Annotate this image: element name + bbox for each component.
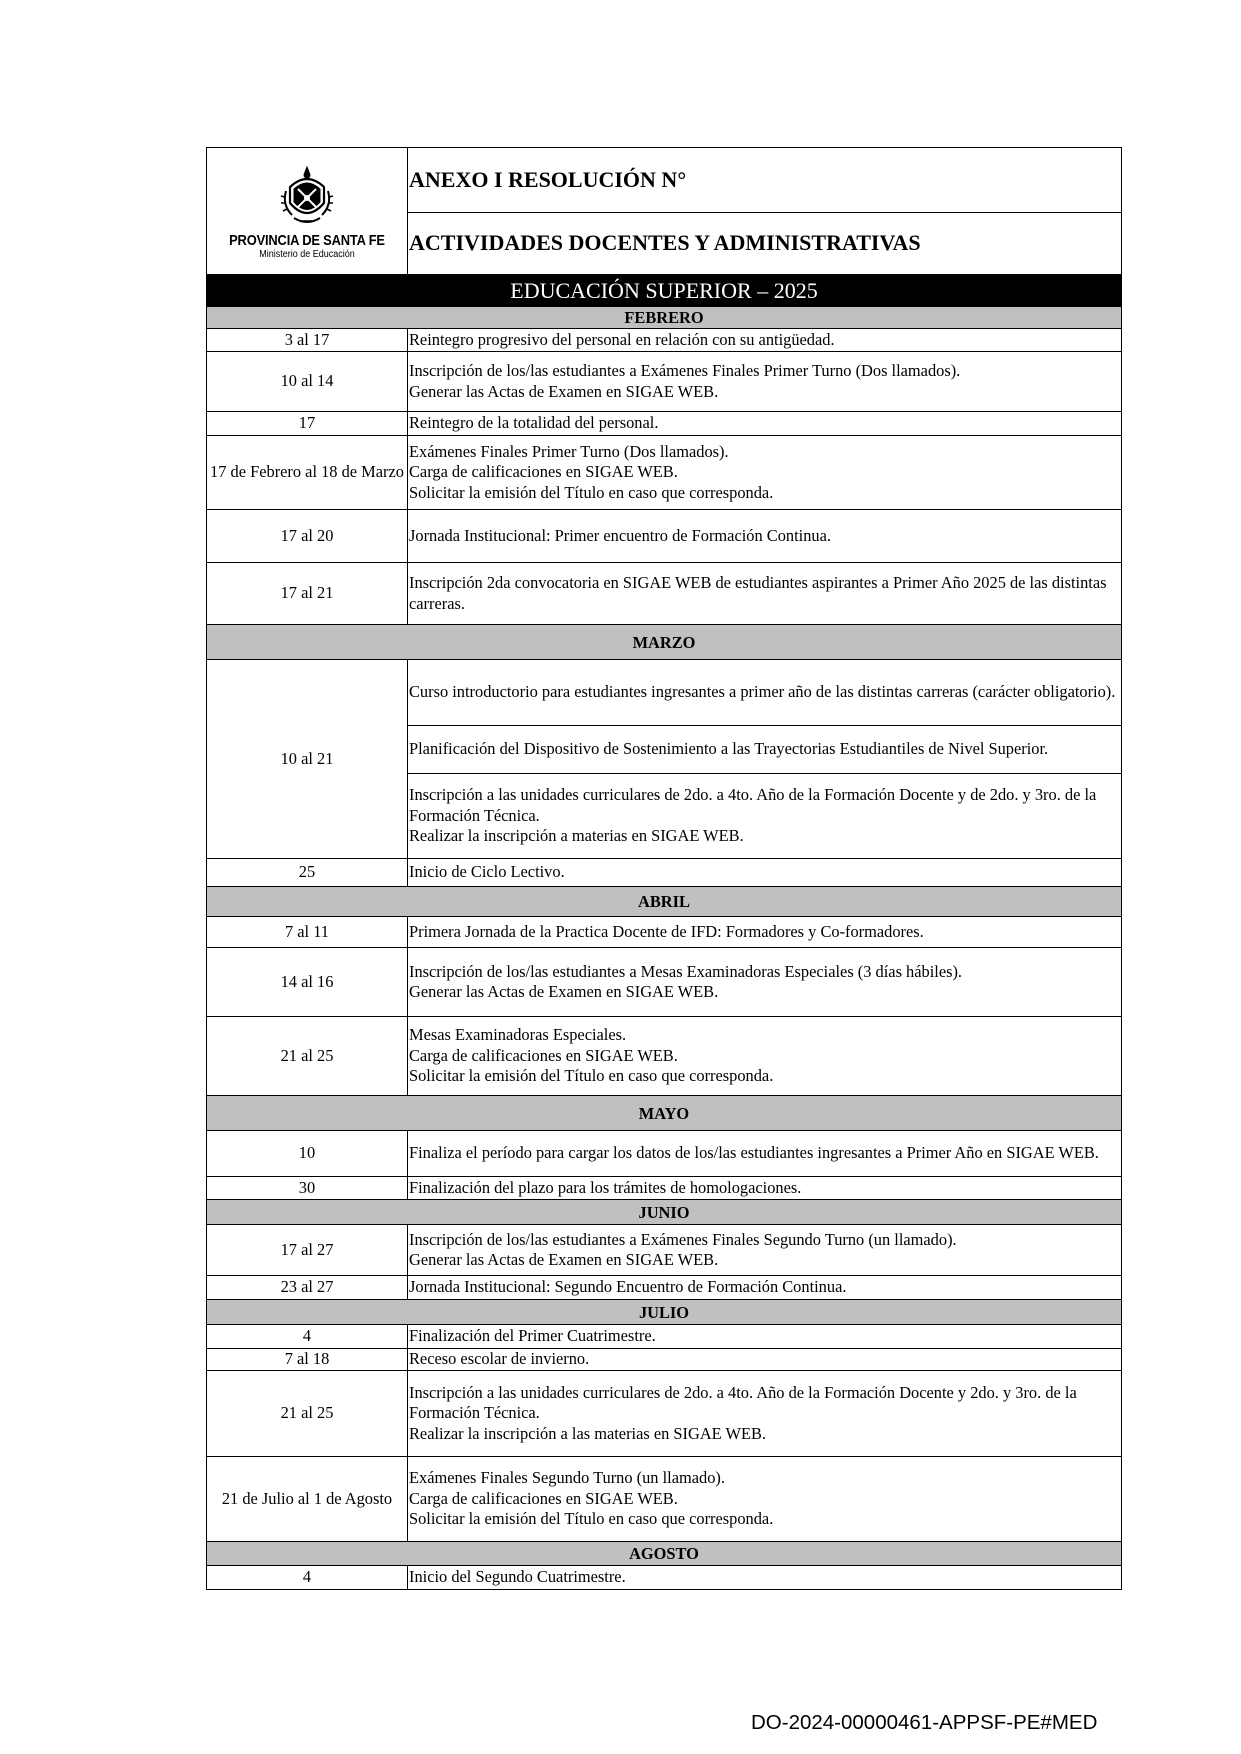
- date-cell: 4: [207, 1325, 408, 1349]
- month-header-row: [207, 1300, 1122, 1325]
- activity-cell: [408, 329, 1122, 352]
- activity-cell: [408, 412, 1122, 436]
- date-cell: 14 al 16: [207, 948, 408, 1017]
- activity-cell: [408, 563, 1122, 625]
- activity-line: Carga de calificaciones en SIGAE WEB.: [409, 462, 678, 482]
- month-name: ABRIL: [207, 887, 1122, 917]
- logo-cell: [207, 148, 408, 275]
- month-name: JULIO: [207, 1300, 1122, 1325]
- activity-cell: [408, 1566, 1122, 1590]
- table-row: [207, 1225, 1122, 1276]
- activity-cell: [408, 726, 1122, 774]
- activity-line: Receso escolar de invierno.: [409, 1349, 590, 1369]
- date-cell: 17 de Febrero al 18 de Marzo: [207, 436, 408, 510]
- page-title: EDUCACIÓN SUPERIOR – 2025: [207, 275, 1122, 307]
- table-row: [207, 1325, 1122, 1349]
- activity-line: Generar las Actas de Examen en SIGAE WEB.: [409, 982, 719, 1001]
- activity-line: Planificación del Dispositivo de Sostenimiento a las Trayectorias Estudiantiles de Nivel Superior.: [409, 739, 1049, 759]
- activity-line: Inicio del Segundo Cuatrimestre.: [409, 1567, 626, 1587]
- activity-line: Exámenes Finales Segundo Turno (un llamado).: [409, 1468, 725, 1488]
- table-row: [207, 563, 1122, 625]
- activity-line: Reintegro progresivo del personal en relación con su antigüedad.: [409, 329, 835, 349]
- activity-cell: [408, 352, 1122, 412]
- annex-title: ANEXO I RESOLUCIÓN N°: [408, 148, 1122, 213]
- activity-cell: [408, 948, 1122, 1017]
- table-row: [207, 1131, 1122, 1177]
- table-row: [207, 1457, 1122, 1542]
- activity-line: Mesas Examinadoras Especiales.: [409, 1025, 627, 1045]
- activity-line: Carga de calificaciones en SIGAE WEB.: [409, 1045, 678, 1065]
- month-name: MAYO: [207, 1096, 1122, 1131]
- activity-line: Solicitar la emisión del Título en caso que corresponda.: [409, 1509, 774, 1529]
- activity-cell: [408, 1131, 1122, 1177]
- activity-cell: [408, 1225, 1122, 1276]
- month-header-row: [207, 1542, 1122, 1566]
- activity-cell: [408, 774, 1122, 859]
- activities-title: ACTIVIDADES DOCENTES Y ADMINISTRATIVAS: [408, 213, 1122, 275]
- activity-line: Inscripción a las unidades curriculares de 2do. a 4to. Año de la Formación Docente y 2do. y 3ro. de la Formación Técnica.: [409, 1382, 1077, 1423]
- date-cell: 3 al 17: [207, 329, 408, 352]
- table-row: [207, 1017, 1122, 1096]
- table-row: [207, 329, 1122, 352]
- activity-line: Realizar la inscripción a materias en SIGAE WEB.: [409, 826, 744, 846]
- activity-cell: [408, 1371, 1122, 1457]
- month-name: MARZO: [207, 625, 1122, 660]
- activity-line: Inscripción a las unidades curriculares de 2do. a 4to. Año de la Formación Docente y de 2do. y 3ro. de la Formación Técnica.: [409, 785, 1097, 825]
- table-row: [207, 660, 1122, 726]
- activity-line: Finalización del plazo para los trámites de homologaciones.: [409, 1177, 802, 1197]
- activity-cell: [408, 510, 1122, 563]
- activity-cell: [408, 1177, 1122, 1200]
- table-row: [207, 1349, 1122, 1371]
- table-row: [207, 1371, 1122, 1457]
- calendar-table: [206, 147, 1122, 1590]
- month-name: FEBRERO: [207, 307, 1122, 329]
- date-cell: 21 de Julio al 1 de Agosto: [207, 1457, 408, 1542]
- santa-fe-coat-of-arms-icon: [280, 163, 334, 229]
- activity-line: Curso introductorio para estudiantes ingresantes a primer año de las distintas carreras (carácter obligatorio).: [409, 682, 1116, 702]
- month-header-row: [207, 887, 1122, 917]
- activity-line: Finalización del Primer Cuatrimestre.: [409, 1326, 656, 1346]
- document-id: DO-2024-00000461-APPSF-PE#MED: [751, 1711, 1098, 1734]
- activity-line: Inicio de Ciclo Lectivo.: [409, 862, 565, 882]
- activity-cell: [408, 859, 1122, 887]
- activity-line: Solicitar la emisión del Título en caso que corresponda.: [409, 482, 774, 502]
- activity-line: Jornada Institucional: Primer encuentro de Formación Continua.: [409, 525, 831, 545]
- activity-line: Carga de calificaciones en SIGAE WEB.: [409, 1488, 678, 1508]
- date-cell: 10 al 14: [207, 352, 408, 412]
- table-row: [207, 1276, 1122, 1300]
- date-cell: 17 al 20: [207, 510, 408, 563]
- ministry-name: Ministerio de Educación: [259, 248, 355, 260]
- date-cell: 17: [207, 412, 408, 436]
- activity-line: Finaliza el período para cargar los datos de los/las estudiantes ingresantes a Primer Año en SIGAE WEB.: [409, 1143, 1099, 1163]
- activity-line: Reintegro de la totalidad del personal.: [409, 413, 659, 433]
- table-row: [207, 859, 1122, 887]
- date-cell: 23 al 27: [207, 1276, 408, 1300]
- activity-line: Generar las Actas de Examen en SIGAE WEB.: [409, 1250, 719, 1269]
- table-row: [207, 1566, 1122, 1590]
- date-cell: 25: [207, 859, 408, 887]
- table-row: [207, 436, 1122, 510]
- date-cell: 30: [207, 1177, 408, 1200]
- month-header-row: [207, 1200, 1122, 1225]
- activity-cell: [408, 436, 1122, 510]
- activity-line: Exámenes Finales Primer Turno (Dos llamados).: [409, 441, 729, 461]
- activity-line: Inscripción 2da convocatoria en SIGAE WEB de estudiantes aspirantes a Primer Año 2025 de las distintas carreras.: [409, 573, 1107, 613]
- table-row: [207, 948, 1122, 1017]
- date-cell: 10 al 21: [207, 660, 408, 859]
- date-cell: 10: [207, 1131, 408, 1177]
- month-name: AGOSTO: [207, 1542, 1122, 1566]
- month-header-row: [207, 625, 1122, 660]
- activity-line: Generar las Actas de Examen en SIGAE WEB.: [409, 381, 719, 401]
- activity-cell: [408, 1349, 1122, 1371]
- activity-cell: [408, 1276, 1122, 1300]
- date-cell: 21 al 25: [207, 1371, 408, 1457]
- activity-line: Realizar la inscripción a las materias en SIGAE WEB.: [409, 1423, 766, 1443]
- table-row: [207, 510, 1122, 563]
- date-cell: 7 al 11: [207, 917, 408, 948]
- activity-line: Inscripción de los/las estudiantes a Mesas Examinadoras Especiales (3 días hábiles).: [409, 961, 963, 981]
- activity-cell: [408, 917, 1122, 948]
- activity-line: Inscripción de los/las estudiantes a Exámenes Finales Segundo Turno (un llamado).: [409, 1229, 957, 1249]
- activity-line: Inscripción de los/las estudiantes a Exámenes Finales Primer Turno (Dos llamados).: [409, 361, 961, 380]
- activity-cell: [408, 1325, 1122, 1349]
- org-name: PROVINCIA DE SANTA FE: [229, 231, 385, 249]
- table-row: [207, 352, 1122, 412]
- activity-line: Primera Jornada de la Practica Docente de IFD: Formadores y Co-formadores.: [409, 921, 924, 941]
- date-cell: 4: [207, 1566, 408, 1590]
- date-cell: 17 al 27: [207, 1225, 408, 1276]
- date-cell: 7 al 18: [207, 1349, 408, 1371]
- activity-cell: [408, 660, 1122, 726]
- activity-line: Jornada Institucional: Segundo Encuentro de Formación Continua.: [409, 1277, 847, 1297]
- table-row: [207, 412, 1122, 436]
- table-row: [207, 917, 1122, 948]
- date-cell: 17 al 21: [207, 563, 408, 625]
- month-header-row: [207, 1096, 1122, 1131]
- activity-line: Solicitar la emisión del Título en caso que corresponda.: [409, 1066, 774, 1086]
- month-name: JUNIO: [207, 1200, 1122, 1225]
- date-cell: 21 al 25: [207, 1017, 408, 1096]
- activity-cell: [408, 1017, 1122, 1096]
- table-row: [207, 1177, 1122, 1200]
- month-header-row: [207, 307, 1122, 329]
- activity-cell: [408, 1457, 1122, 1542]
